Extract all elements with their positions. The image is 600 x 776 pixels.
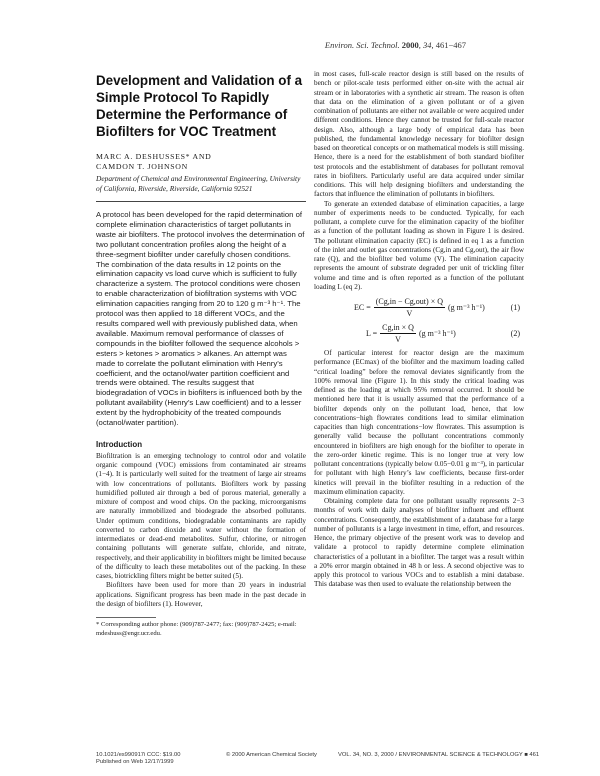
left-column bbox=[96, 72, 306, 638]
journal-volume: 34 bbox=[422, 40, 432, 50]
eq2-lhs: L = bbox=[366, 329, 378, 338]
published-date: Published on Web 12/17/1999 bbox=[96, 759, 174, 766]
affiliation: Department of Chemical and Environmental Engineering, University of California, Riverside, Riverside, California 92521 bbox=[96, 174, 301, 193]
equation-1 bbox=[314, 297, 524, 318]
journal-name: Environ. Sci. Technol. bbox=[324, 40, 400, 50]
doi-line: 10.1021/es990917i CCC: $19.00 bbox=[96, 752, 181, 758]
eq1-number: (1) bbox=[510, 303, 520, 312]
eq1-numerator: (Cg,in − Cg,out) × Q bbox=[375, 297, 443, 306]
eq2-units: (g m⁻³ h⁻¹) bbox=[418, 329, 456, 338]
intro-paragraph-2: Biofilters have been used for more than 20 years in industrial applications. Significant progress has been made in the past decade in the design of biofilters (1). However, bbox=[96, 581, 306, 608]
eq1-units: (g m⁻³ h⁻¹) bbox=[447, 303, 485, 312]
eq2-number: (2) bbox=[510, 329, 520, 338]
divider bbox=[96, 201, 306, 202]
doi-info bbox=[96, 752, 180, 766]
equation-2 bbox=[314, 323, 524, 344]
eq2-numerator: Cg,in × Q bbox=[382, 323, 414, 332]
copyright: © 2000 American Chemical Society bbox=[226, 752, 317, 758]
footnote-corresponding-author: * Corresponding author phone: (909)787-2477; fax: (909)787-2425; e-mail: mdeshuss@engr.ucr.edu. bbox=[96, 621, 297, 637]
right-paragraph-3: Of particular interest for reactor design are the maximum performance (ECmax) of the biofilter and the maximum loading called “critical loading” before the removal deviates significantly from the 100% removal line (Figure 1). In this study the critical loading was defined as the loading at which 95% removal occurred. It should be mentioned here that it is usually assumed that the performance of a biofilter depends only on the pollutant load, hence, that low concentrations−high flowrates conditions lead to similar elimination capacities than high concentrations−low flowrates. This assumption is generally valid because the pollutant concentrations commonly encountered in biofilters are high enough for the biofilter to operate in the zero-order kinetic regime. This is no longer true at very low pollutant concentrations (typically below 0.05−0.01 g m⁻³), in particular for pollutant with high Henry’s law coefficients, because first-order kinetics will prevail in the biofilter resulting in a reduction of the maximum elimination capacity. bbox=[314, 349, 524, 496]
journal-year: 2000 bbox=[401, 40, 419, 50]
right-paragraph-4: Obtaining complete data for one pollutant usually represents 2−3 months of work with daily analyses of biofilter influent and effluent concentrations. Consequently, the establishment of a database for a large number of pollutants is a large investment in time, effort, and resources. Hence, the primary objective of the present work was to develop and validate a protocol to rapidly determine complete elimination characteristics of a pollutant in a biofilter. The target was a result within a 20% error margin obtained in 48 h or less. A second objective was to apply this protocol to various VOCs and to establish a mini database. This database was then used to evaluate the relationship between the bbox=[314, 497, 524, 589]
right-column bbox=[314, 70, 524, 590]
abstract: A protocol has been developed for the rapid determination of complete elimination characteristics of target pollutants in waste air biofilters. The protocol involves the determination of two pollutant concentration profiles along the height of a three-segment biofilter under carefully chosen conditions. The combination of the data results in 12 points on the elimination capacity vs load curve which is sufficient to fully characterize a system. The protocol conditions were chosen to enable characterization of biofiltration systems with VOC elimination capacities ranging from 20 to 120 g m⁻³ h⁻¹. The protocol was then applied to 18 different VOCs, and the results compared well with previously published data, when available. Maximum removal performance of classes of compounds in the biofilter followed the sequence alcohols > esters > ketones > aromatics > alkanes. An attempt was made to correlate the pollutant elimination with Henry’s coefficient, and the octanol/water partition coefficient and trends were obtained. The results suggest that biodegradation of VOCs in biofilters is influenced both by the pollutant availability (Henry’s Law coefficient) and to a lesser extent by the hydrophobicity of the treated compounds (octanol/water partition). bbox=[96, 210, 305, 428]
section-heading-introduction: Introduction bbox=[96, 439, 143, 449]
authors-line-1: MARC A. DESHUSSES* AND bbox=[96, 152, 212, 161]
right-paragraph-2: To generate an extended database of elimination capacities, a large number of experiments needs to be conducted. Typically, for each pollutant, a complete curve for the elimination capacity of the biofilter as a function of the pollutant loading as shown in Figure 1 is desired. The pollutant elimination capacity (EC) is defined in eq 1 as a function of the inlet and outlet gas concentrations (Cg,in and Cg,out), the air flow rate (Q), and the biofilter bed volume (V). The elimination capacity represents the amount of substrate degraded per unit of trickling filter volume and time and is often reported as a function of the pollutant loading L (eq 2). bbox=[314, 199, 524, 291]
eq2-denominator: V bbox=[395, 335, 401, 344]
journal-pages: 461−467 bbox=[435, 40, 466, 50]
journal-reference: Environ. Sci. Technol. 2000, 34, 461−467 bbox=[324, 40, 466, 50]
eq1-lhs: EC = bbox=[354, 303, 371, 312]
authors-line-2: CAMDON T. JOHNSON bbox=[96, 162, 188, 171]
page-footer-journal: VOL. 34, NO. 3, 2000 / ENVIRONMENTAL SCIENCE & TECHNOLOGY ■ 461 bbox=[338, 752, 540, 758]
footnote-divider bbox=[96, 617, 156, 618]
intro-paragraph-1: Biofiltration is an emerging technology to control odor and volatile organic compound (VOC) emissions from contaminated air streams (1−4). It is particularly well suited for the treatment of large air streams with low concentrations of pollutants. Biofilters work by passing humidified polluted air through a bed of porous material, generally a mixture of compost and wood chips. On the packing, microorganisms are naturally immobilized and biodegrade the absorbed pollutants. Under optimum conditions, biodegradable contaminants are rapidly converted to carbon dioxide and water without the formation of intermediates or dead-end metabolites. Sulfur, chlorine, or nitrogen containing pollutants will generate sulfate, chloride, and nitrate, respectively, and their applicability in biofilters might be limited because of the difficulty to leach these metabolites out of the packing. In these cases, biotrickling filters might be better suited (5). bbox=[96, 451, 306, 581]
eq1-fraction bbox=[374, 297, 445, 318]
article-title: Development and Validation of a Simple Protocol To Rapidly Determine the Performance of Biofilters for VOC Treatment bbox=[96, 73, 303, 139]
right-paragraph-1: in most cases, full-scale reactor design is still based on the results of bench or pilot-scale tests performed either on-site with the actual air stream or in laboratories with a synthetic air stream. The reason is often that data on the elimination of a given pollutant or of a given combination of pollutants are either not available or were acquired under different conditions. Hence they cannot be trusted for full-scale reactor design. Also, although a large body of empirical data has been published, the fundamental knowledge necessary for biofilter design based on theoretical concepts or on mathematical models is still missing. Hence, there is a need for the establishment of both standard biofilter test protocols and the establishment of databases for pollutant removal rates in biofilters. Particularly useful are data acquired under similar conditions. This will help designing biofilters and understanding the factors that influence the elimination of pollutants in biofilters. bbox=[314, 70, 524, 199]
eq1-denominator: V bbox=[406, 309, 413, 318]
eq2-fraction bbox=[380, 323, 416, 344]
